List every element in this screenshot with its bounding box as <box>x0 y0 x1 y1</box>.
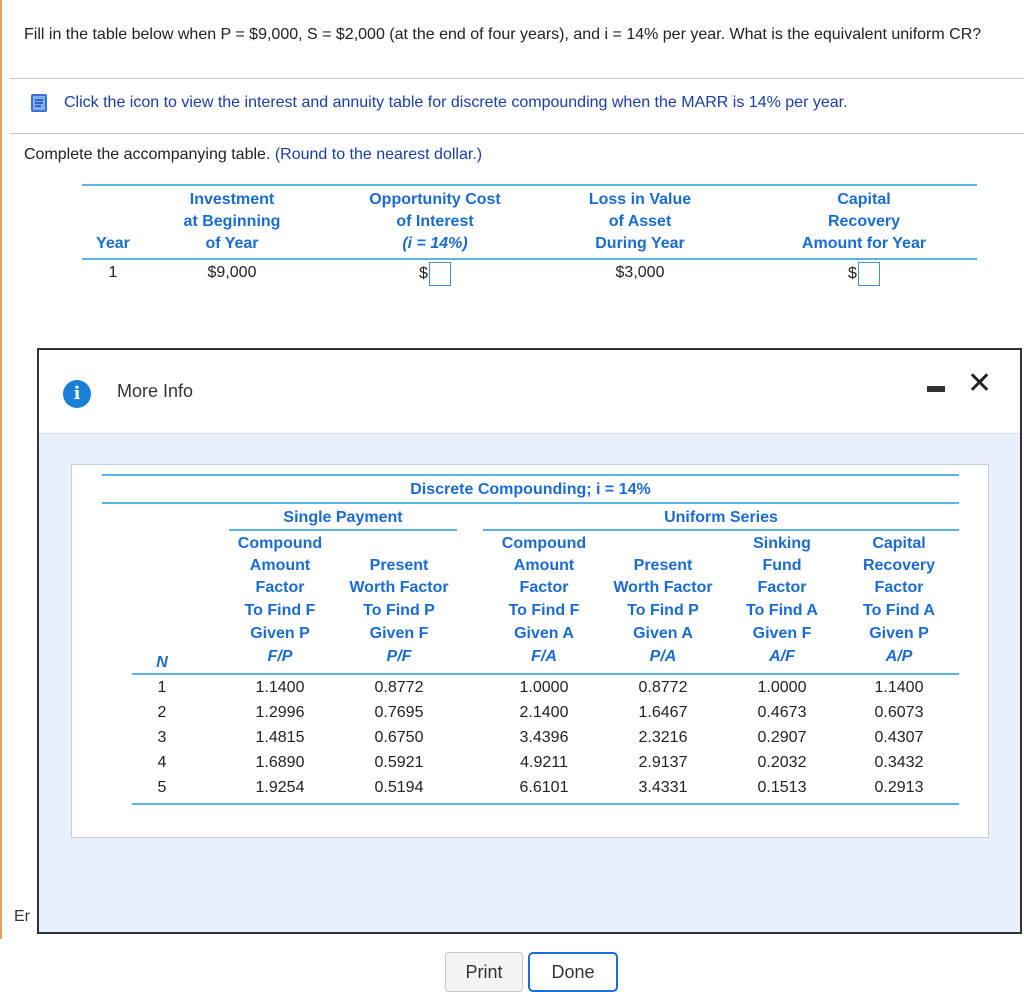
factor-value: 0.3432 <box>874 754 924 771</box>
factor-value: 0.2913 <box>874 779 924 796</box>
factor-value: 0.6073 <box>874 704 924 721</box>
factor-value: 3.4331 <box>638 779 688 796</box>
column-header-name: Present <box>369 557 429 574</box>
factor-value: 4.9211 <box>520 754 568 771</box>
table-link-text[interactable]: Click the icon to view the interest and annuity table for discrete compounding when the MARR is 14% per year. <box>64 94 848 111</box>
instruction-hint: (Round to the nearest dollar.) <box>274 146 483 163</box>
factor-value: 0.5921 <box>374 754 424 771</box>
column-header-find: Given A <box>514 625 574 642</box>
factor-value: 1.0000 <box>757 679 807 696</box>
factor-value: 1.1400 <box>874 679 924 696</box>
cell-year: 1 <box>108 264 118 281</box>
table-rule <box>132 803 959 805</box>
column-header-notation: P/A <box>649 648 677 665</box>
factor-value: 2.9137 <box>638 754 688 771</box>
factor-value: 0.2032 <box>757 754 807 771</box>
background-text: Er <box>14 908 30 925</box>
cr-table-header <box>82 186 977 258</box>
column-header-find: To Find F <box>244 602 316 619</box>
column-header-name: Worth Factor <box>349 579 449 596</box>
currency-prefix: $ <box>848 265 857 283</box>
group-single-payment: Single Payment <box>283 509 403 526</box>
factor-value: 0.6750 <box>374 729 424 746</box>
header-loss: Loss in Value of Asset During Year <box>588 191 692 252</box>
factor-value: 0.7695 <box>374 704 424 721</box>
table-rule <box>483 529 959 531</box>
cell-investment: $9,000 <box>207 264 257 281</box>
instruction-text: Complete the accompanying table. <box>24 146 271 163</box>
factor-value: 1.6890 <box>255 754 305 771</box>
info-icon: i <box>63 380 91 408</box>
table-link[interactable] <box>28 92 848 114</box>
capital-recovery-input[interactable] <box>858 262 880 286</box>
column-header-name: Fund <box>762 557 802 574</box>
interest-table-title: Discrete Compounding; i = 14% <box>410 481 651 498</box>
factor-value: 1.6467 <box>638 704 688 721</box>
column-header-find: To Find P <box>363 602 435 619</box>
minimize-button[interactable] <box>927 386 945 392</box>
table-row <box>82 260 977 290</box>
cell-opportunity <box>350 262 520 286</box>
row-n: 1 <box>157 679 167 696</box>
column-header-find: Given F <box>369 625 429 642</box>
factor-value: 0.4307 <box>874 729 924 746</box>
dialog-header <box>39 350 1020 434</box>
factor-value: 1.2996 <box>255 704 305 721</box>
factor-value: 1.9254 <box>255 779 305 796</box>
book-icon[interactable] <box>28 92 50 114</box>
column-header-find: To Find F <box>508 602 580 619</box>
column-header-find: To Find A <box>746 602 818 619</box>
header-investment: Investment at Beginning of Year <box>183 191 281 252</box>
header-opportunity: Opportunity Cost of Interest (i = 14%) <box>369 191 501 252</box>
column-header-name: Sinking <box>753 535 811 552</box>
instruction <box>24 146 482 164</box>
column-header-notation: P/F <box>386 648 412 665</box>
column-header-find: To Find A <box>863 602 935 619</box>
factor-value: 1.0000 <box>519 679 569 696</box>
factor-value: 0.5194 <box>374 779 424 796</box>
column-header-name: Capital <box>872 535 926 552</box>
column-header-name: Compound <box>237 535 323 552</box>
factor-value: 1.4815 <box>255 729 305 746</box>
cr-table <box>82 184 977 290</box>
table-rule <box>102 474 959 476</box>
more-info-dialog <box>37 348 1022 982</box>
column-header-find: Given F <box>752 625 812 642</box>
cell-capital <box>782 262 946 286</box>
column-header-name: Factor <box>255 579 305 596</box>
column-header-notation: A/P <box>885 648 913 665</box>
factor-value: 6.6101 <box>519 779 569 796</box>
done-button[interactable]: Done <box>528 952 618 992</box>
column-header-name: Amount <box>513 557 575 574</box>
column-header-name: Factor <box>874 579 924 596</box>
close-icon[interactable]: ✕ <box>967 366 993 401</box>
row-n: 4 <box>157 754 167 771</box>
opportunity-cost-input[interactable] <box>429 262 451 286</box>
column-header-name: Amount <box>249 557 311 574</box>
column-header-name: Present <box>633 557 693 574</box>
column-n-header: N <box>156 654 168 671</box>
header-year: Year <box>96 235 130 252</box>
group-uniform-series: Uniform Series <box>664 509 778 526</box>
column-header-notation: A/F <box>769 648 795 665</box>
header-capital: Capital Recovery Amount for Year <box>801 191 927 252</box>
column-header-name: Worth Factor <box>613 579 713 596</box>
table-rule <box>229 529 457 531</box>
divider <box>10 78 1024 79</box>
currency-prefix: $ <box>419 265 428 283</box>
factor-value: 0.1513 <box>757 779 807 796</box>
factor-value: 0.4673 <box>757 704 807 721</box>
factor-value: 0.8772 <box>638 679 688 696</box>
row-n: 2 <box>157 704 167 721</box>
print-button[interactable]: Print <box>445 952 523 992</box>
column-header-find: Given P <box>250 625 310 642</box>
column-header-find: To Find P <box>627 602 699 619</box>
column-header-find: Given A <box>633 625 693 642</box>
column-header-name: Recovery <box>862 557 936 574</box>
interest-table-panel <box>71 464 989 838</box>
factor-value: 2.1400 <box>519 704 569 721</box>
factor-value: 0.2907 <box>757 729 807 746</box>
column-header-name: Factor <box>519 579 569 596</box>
row-n: 3 <box>157 729 167 746</box>
row-n: 5 <box>157 779 167 796</box>
column-header-find: Given P <box>869 625 929 642</box>
column-header-notation: F/A <box>531 648 557 665</box>
divider <box>10 133 1024 134</box>
table-rule <box>132 673 959 675</box>
dialog-body <box>39 434 1020 982</box>
question-text: Fill in the table below when P = $9,000, S = $2,000 (at the end of four years), and i = 14% per year. What is the equivalent uniform CR? <box>24 26 982 43</box>
column-header-notation: F/P <box>267 648 293 665</box>
table-rule <box>102 502 959 504</box>
page-edge <box>0 0 2 939</box>
factor-value: 1.1400 <box>255 679 305 696</box>
factor-value: 3.4396 <box>519 729 569 746</box>
column-header-name: Compound <box>501 535 587 552</box>
column-header-name: Factor <box>757 579 807 596</box>
factor-value: 0.8772 <box>374 679 424 696</box>
dialog-title: More Info <box>117 381 194 401</box>
factor-value: 2.3216 <box>638 729 688 746</box>
cell-loss: $3,000 <box>615 264 665 281</box>
